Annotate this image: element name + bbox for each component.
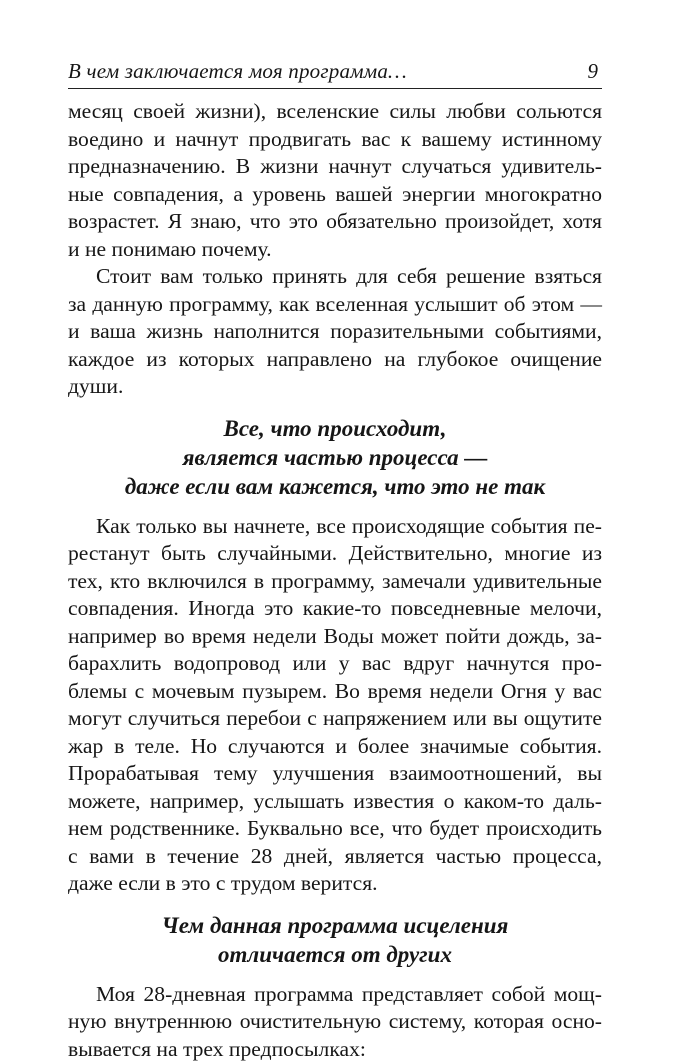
section-heading-2: [68, 911, 602, 969]
text-line: Как только вы начнете, все происходящие события пе-: [68, 513, 602, 541]
heading-line: отличается от других: [68, 940, 602, 969]
running-title: В чем заключается моя программа…: [68, 59, 407, 84]
text-line: барахлить водопровод или у вас вдруг начнутся про-: [68, 650, 602, 678]
text-line: Моя 28-дневная программа представляет собой мощ-: [68, 981, 602, 1009]
text-line: могут случиться перебои с напряжением или вы ощутите: [68, 705, 602, 733]
text-line: ные совпадения, а уровень вашей энергии многократно: [68, 181, 602, 209]
text-line: и не понимаю почему.: [68, 236, 602, 264]
running-header: [68, 58, 602, 89]
paragraph-4: [68, 981, 602, 1063]
text-line: например во время недели Воды может пойти дождь, за-: [68, 623, 602, 651]
text-line: за данную программу, как вселенная услышит об этом —: [68, 291, 602, 319]
text-line: рестанут быть случайными. Действительно, многие из: [68, 540, 602, 568]
text-line: Прорабатывая тему улучшения взаимоотношений, вы: [68, 760, 602, 788]
text-line: можете, например, услышать известия о каком-то даль-: [68, 788, 602, 816]
page-number: 9: [588, 59, 599, 84]
text-line: Стоит вам только принять для себя решение взяться: [68, 263, 602, 291]
text-line: блемы с мочевым пузырем. Во время недели Огня у вас: [68, 678, 602, 706]
heading-line: даже если вам кажется, что это не так: [68, 472, 602, 501]
heading-line: Чем данная программа исцеления: [68, 911, 602, 940]
text-line: воедино и начнут продвигать вас к вашему истинному: [68, 126, 602, 154]
paragraph-1: [68, 98, 602, 263]
text-line: ную внутреннюю очистительную систему, которая осно-: [68, 1008, 602, 1036]
text-line: и ваша жизнь наполнится поразительными событиями,: [68, 318, 602, 346]
heading-line: является частью процесса —: [68, 443, 602, 472]
text-line: с вами в течение 28 дней, является частью процесса,: [68, 843, 602, 871]
text-line: нем родственнике. Буквально все, что будет происходить: [68, 815, 602, 843]
text-line: тех, кто включился в программу, замечали удивительные: [68, 568, 602, 596]
text-line: месяц своей жизни), вселенские силы любви сольются: [68, 98, 602, 126]
text-line: каждое из которых направлено на глубокое очищение: [68, 346, 602, 374]
text-line: возрастет. Я знаю, что это обязательно произойдет, хотя: [68, 208, 602, 236]
page-body: [68, 98, 602, 1063]
text-line: вывается на трех предпосылках:: [68, 1036, 602, 1063]
heading-line: Все, что происходит,: [68, 414, 602, 443]
paragraph-3: [68, 513, 602, 898]
text-line: души.: [68, 373, 602, 401]
text-line: жар в теле. Но случаются и более значимые события.: [68, 733, 602, 761]
text-line: предназначению. В жизни начнут случаться удивитель-: [68, 153, 602, 181]
text-line: совпадения. Иногда это какие-то повседневные мелочи,: [68, 595, 602, 623]
paragraph-2: [68, 263, 602, 401]
text-line: даже если в это с трудом верится.: [68, 870, 602, 898]
section-heading-1: [68, 414, 602, 501]
